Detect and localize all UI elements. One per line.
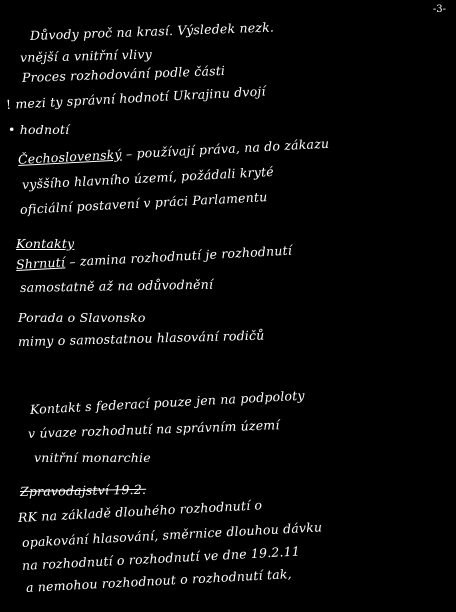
- note-line: [20, 47, 152, 65]
- note-text: Důvody proč na krasí. Výsledek nezk.: [29, 19, 275, 43]
- note-line: [20, 482, 146, 499]
- exclamation-mark: !: [5, 96, 12, 112]
- note-text: mimy o samostatnou hlasování rodičů: [17, 327, 265, 349]
- note-text: RK na základě dlouhého rozhodnutí o: [17, 497, 263, 525]
- note-line: [30, 19, 275, 43]
- note-text: opakování hlasování, směrnice dlouhou dávku: [21, 519, 323, 550]
- bullet-mark: •: [8, 122, 16, 137]
- note-line: [34, 450, 151, 465]
- note-line: [6, 83, 266, 112]
- heading-term: Čechoslovenský: [17, 146, 123, 167]
- note-text: Zpravodajství 19.2.: [19, 481, 147, 499]
- note-text: Porada o Slavonsko: [18, 310, 146, 325]
- note-text: – zamina rozhodnutí je rozhodnutí: [64, 242, 293, 270]
- note-line: [20, 277, 213, 295]
- note-line: [28, 417, 280, 441]
- page-number: -3-: [432, 4, 446, 15]
- note-text: Kontakt s federací pouze jen na podpoloty: [29, 387, 306, 417]
- note-line: [20, 189, 268, 217]
- note-text: mezi ty správní hodnotí Ukrajinu dvojí: [15, 83, 266, 112]
- note-line: [16, 236, 74, 251]
- note-text: a nemohou rozhodnout o rozhodnutí tak,: [25, 566, 293, 595]
- note-line: [22, 164, 275, 192]
- note-text: hodnotí: [19, 122, 70, 137]
- note-line: [8, 122, 69, 137]
- note-text: vnější a vnitřní vlivy: [19, 46, 153, 65]
- note-line: [18, 497, 263, 525]
- note-line: [18, 328, 265, 349]
- note-text: oficiální postavení v práci Parlamentu: [19, 189, 268, 217]
- note-text: vyššího hlavního území, požádali kryté: [21, 163, 275, 192]
- note-line: [30, 388, 305, 417]
- note-text: – používají práva, na do zákazu: [121, 135, 330, 162]
- note-line: [22, 63, 226, 85]
- note-text: vnitřní monarchie: [34, 450, 151, 465]
- heading-term: Kontakty: [16, 236, 75, 251]
- note-line: [18, 136, 330, 167]
- note-text: Proces rozhodování podle části: [21, 62, 226, 85]
- note-text: v úvaze rozhodnutí na správním území: [27, 417, 280, 441]
- note-text: na rozhodnutí o rozhodnutí ve dne 19.2.11: [21, 543, 301, 573]
- heading-term: Shrnutí: [15, 254, 66, 272]
- note-text: samostatně až na odůvodnění: [19, 276, 214, 295]
- note-line: [18, 310, 146, 325]
